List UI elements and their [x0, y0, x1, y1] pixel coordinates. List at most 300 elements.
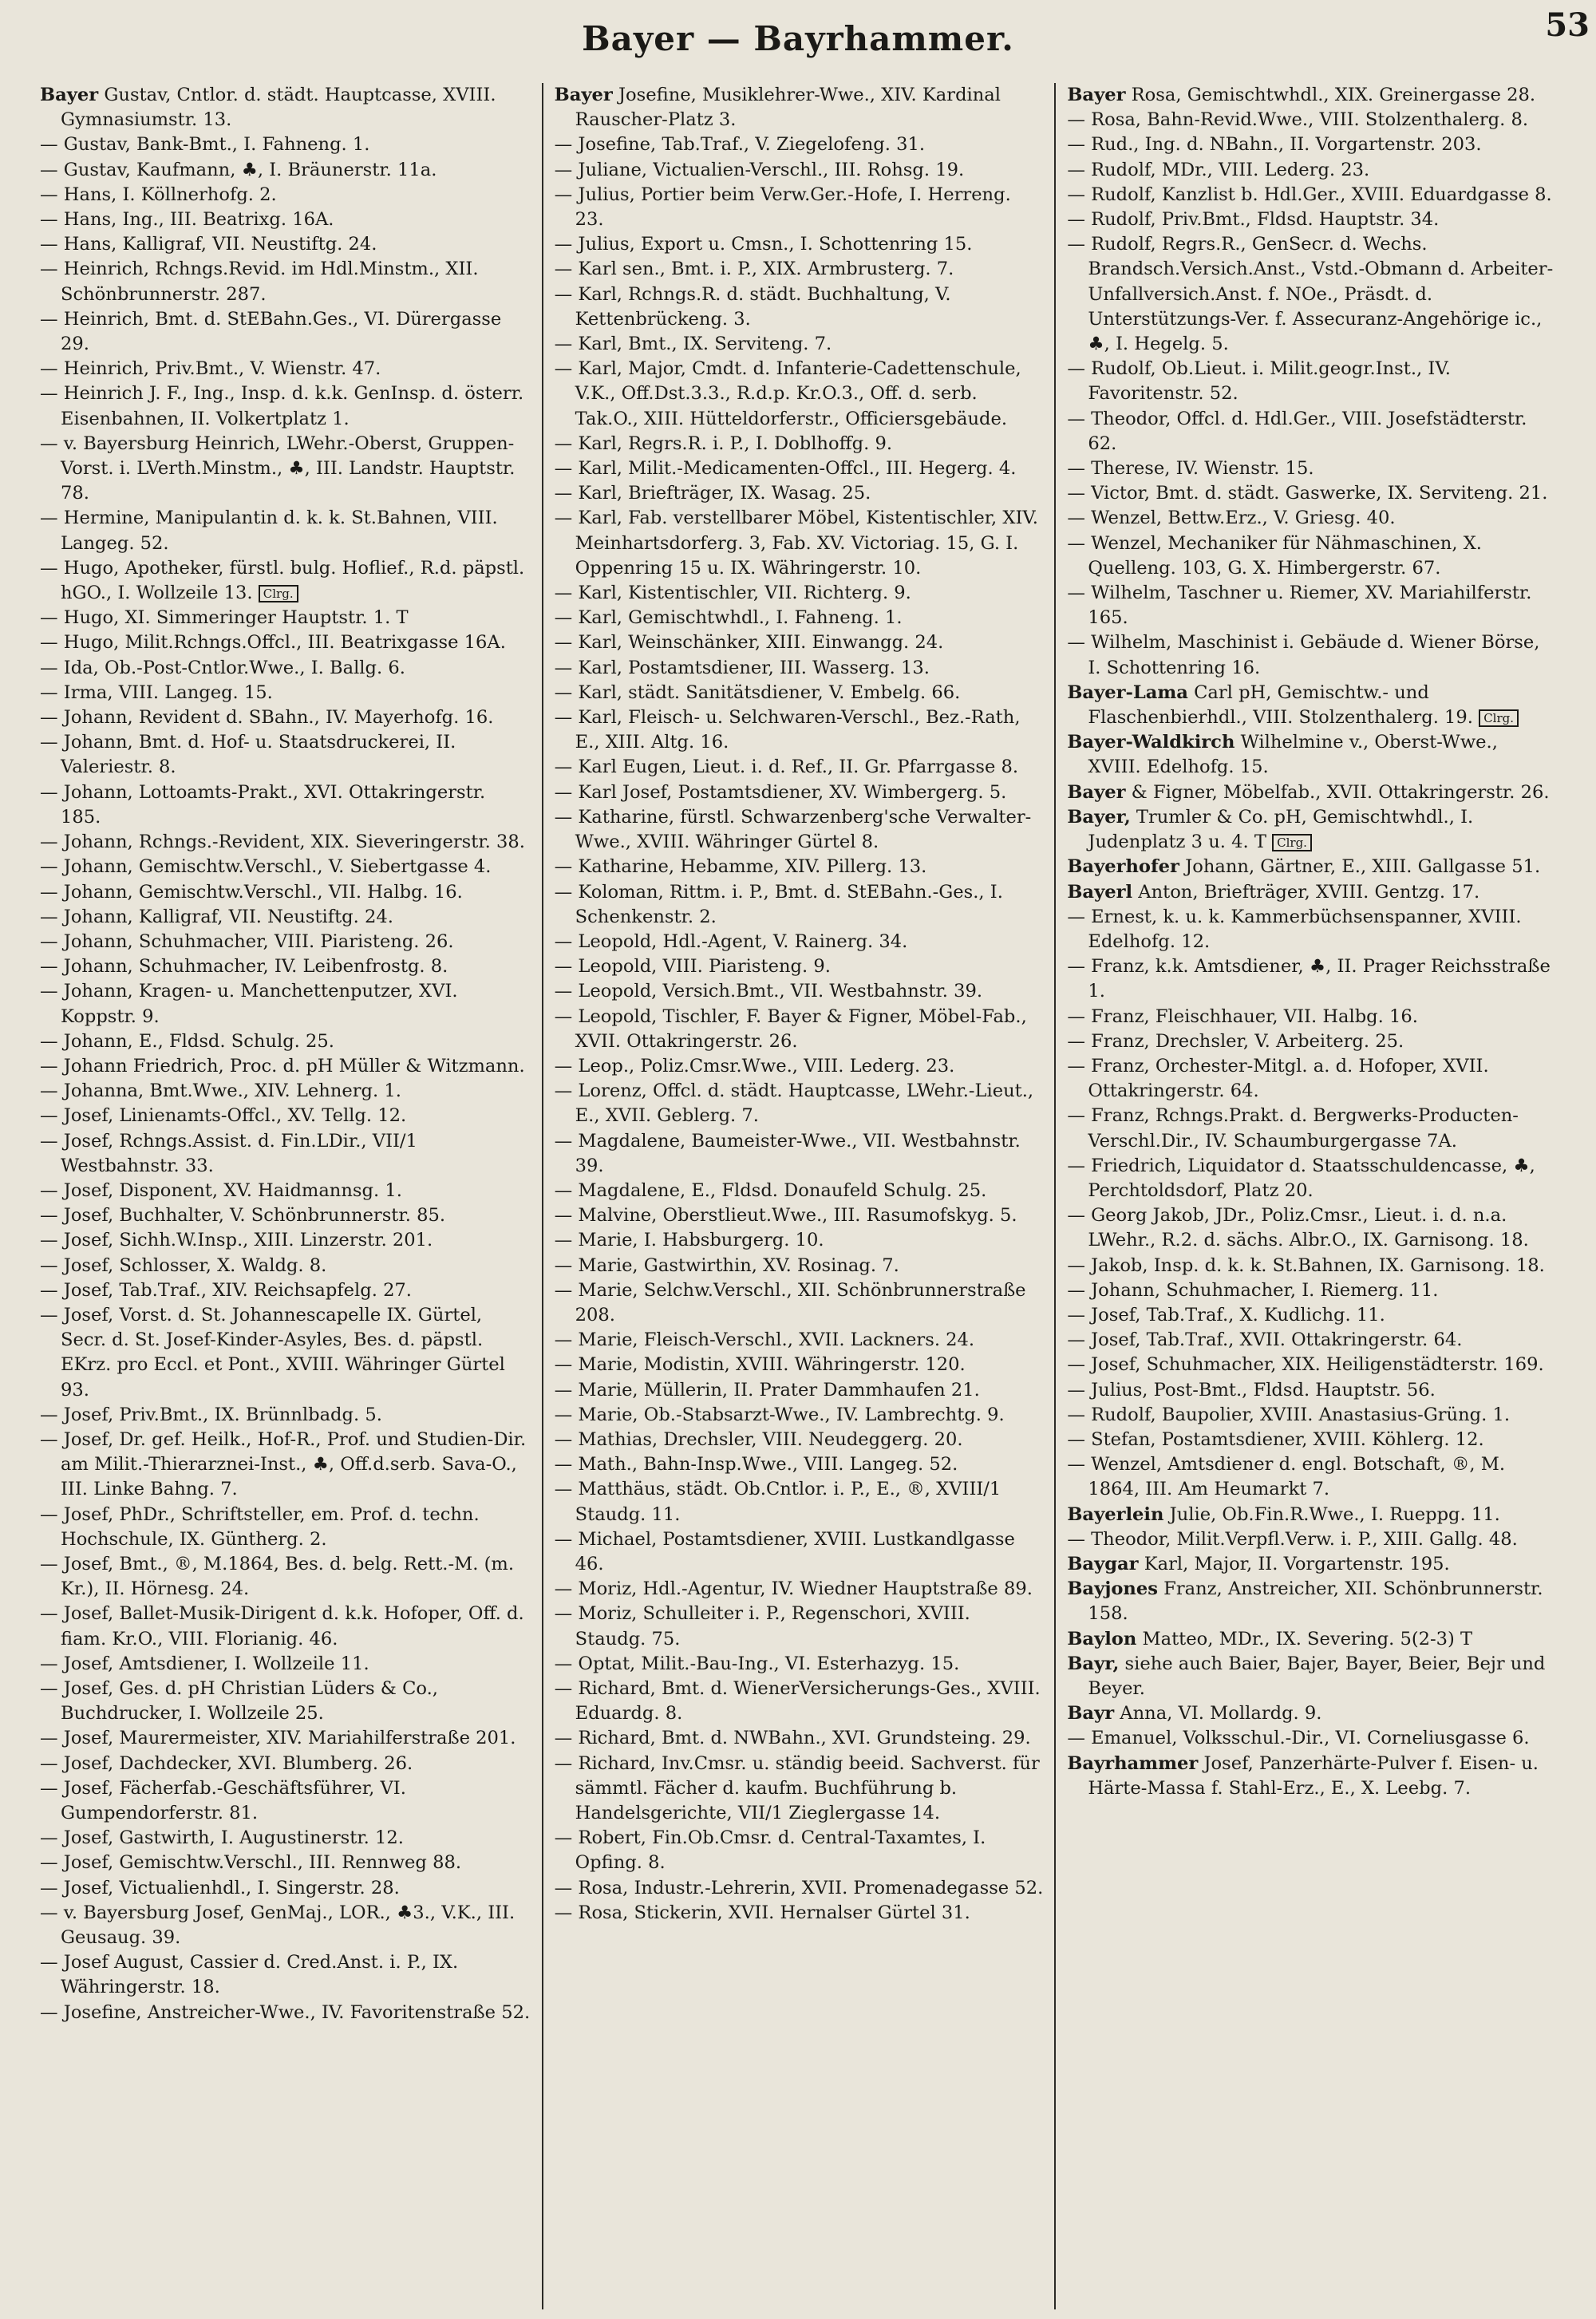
directory-entry	[1067, 1403, 1556, 1428]
directory-entry	[555, 158, 1044, 183]
directory-entry	[40, 158, 531, 183]
entry-text: — Johann, Schuhmacher, VIII. Piaristeng. 26.	[40, 930, 454, 952]
directory-entry	[1067, 1701, 1556, 1726]
directory-entry	[1067, 1527, 1556, 1552]
entry-text: — Richard, Bmt. d. NWBahn., XVI. Grundsteing. 29.	[554, 1728, 1031, 1749]
directory-entry	[40, 1503, 531, 1552]
entry-text: — Josef, Bmt., ®, M.1864, Bes. d. belg. Rett.-M. (m. Kr.), II. Hörnesg. 24.	[40, 1553, 515, 1600]
directory-entry	[555, 1901, 1044, 1926]
entry-text: — Karl, Fleisch- u. Selchwaren-Verschl., Bez.-Rath, E., XIII. Altg. 16.	[554, 707, 1021, 753]
entry-text: — Karl, städt. Sanitätsdiener, V. Embelg. 66.	[554, 681, 961, 703]
directory-entry	[1067, 1577, 1556, 1626]
entry-text: — Josef, PhDr., Schriftsteller, em. Prof. d. techn. Hochschule, IX. Güntherg. 2.	[40, 1503, 480, 1550]
directory-entry	[40, 132, 531, 157]
entry-text: — Richard, Bmt. d. WienerVersicherungs-Ges., XVIII. Eduardg. 8.	[554, 1678, 1041, 1724]
entry-text: — Josef, Ges. d. pH Christian Lüders & Co., Buchdrucker, I. Wollzeile 25.	[40, 1678, 438, 1724]
entry-text: — Leopold, VIII. Piaristeng. 9.	[554, 956, 831, 978]
entry-text: — Juliane, Victualien-Verschl., III. Rohsg. 19.	[554, 159, 965, 180]
directory-entry	[555, 1726, 1044, 1751]
surname-heading: Bayrhammer	[1067, 1752, 1199, 1774]
clearing-badge: Clrg.	[1479, 709, 1519, 727]
directory-entry	[40, 183, 531, 207]
directory-entry	[40, 979, 531, 1029]
directory-entry	[555, 357, 1044, 432]
entry-text: — Josef August, Cassier d. Cred.Anst. i. P., IX. Währingerstr. 18.	[40, 1952, 459, 1998]
directory-entry	[555, 705, 1044, 755]
entry-text: — Heinrich J. F., Ing., Insp. d. k.k. GenInsp. d. österr. Eisenbahnen, II. Volkertplatz 1.	[40, 383, 524, 429]
directory-entry	[40, 83, 531, 132]
entry-text: — Matthäus, städt. Ob.Cntlor. i. P., E., ®, XVIII/1 Staudg. 11.	[554, 1479, 1001, 1525]
directory-entry	[555, 432, 1044, 456]
directory-entry	[40, 905, 531, 930]
entry-text: — Karl sen., Bmt. i. P., XIX. Armbrusterg. 7.	[554, 259, 954, 280]
entry-text: — Magdalene, E., Fldsd. Donaufeld Schulg. 25.	[554, 1179, 987, 1201]
directory-entry	[1067, 83, 1556, 108]
directory-entry	[555, 1203, 1044, 1228]
entry-text: — Josef, Disponent, XV. Haidmannsg. 1.	[40, 1179, 402, 1201]
entry-text: — Josef, Tab.Traf., X. Kudlichg. 11.	[1067, 1304, 1385, 1325]
entry-text: — Karl, Milit.-Medicamenten-Offcl., III. Hegerg. 4.	[554, 458, 1017, 480]
directory-entry	[40, 630, 531, 655]
entry-text: — Josef, Rchngs.Assist. d. Fin.LDir., VII/1 Westbahnstr. 33.	[40, 1130, 417, 1176]
entry-text: — Josef, Ballet-Musik-Dirigent d. k.k. Hofoper, Off. d. fiam. Kr.O., VIII. Florianig. 46.	[40, 1603, 524, 1649]
entry-text: — Karl, Regrs.R. i. P., I. Doblhoffg. 9.	[554, 433, 893, 454]
entry-text: — Josefine, Tab.Traf., V. Ziegelofeng. 31.	[554, 134, 926, 156]
directory-entry	[1067, 630, 1556, 680]
column-1	[29, 83, 542, 2309]
entry-text: — Josef, Tab.Traf., XVII. Ottakringerstr. 64.	[1067, 1329, 1463, 1351]
entry-text: — Josef, Victualienhdl., I. Singerstr. 28.	[40, 1877, 400, 1898]
entry-text: — Johann, Schuhmacher, IV. Leibenfrostg. 8.	[40, 956, 448, 978]
entry-text: — Mathias, Drechsler, VIII. Neudeggerg. 20.	[554, 1428, 963, 1450]
entry-text: — Georg Jakob, JDr., Poliz.Cmsr., Lieut. i. d. n.a. LWehr., R.2. d. sächs. Albr.O., IX. Garnisong. 18.	[1067, 1205, 1529, 1251]
entry-text: — Friedrich, Liquidator d. Staatsschuldencasse, ♣, Perchtoldsdorf, Platz 20.	[1067, 1155, 1535, 1201]
directory-entry	[40, 1303, 531, 1403]
entry-text: — Hugo, Milit.Rchngs.Offcl., III. Beatrixgasse 16A.	[40, 632, 506, 654]
entry-text: — Leopold, Versich.Bmt., VII. Westbahnstr. 39.	[554, 981, 983, 1002]
directory-entry	[40, 1278, 531, 1303]
directory-entry	[555, 506, 1044, 581]
directory-entry	[555, 1254, 1044, 1278]
entry-text: — Robert, Fin.Ob.Cmsr. d. Central-Taxamtes, I. Opfing. 8.	[554, 1827, 986, 1874]
surname-heading: Bayer	[1067, 85, 1126, 105]
directory-entry	[40, 1104, 531, 1128]
directory-entry	[1067, 1104, 1556, 1153]
directory-entry	[555, 232, 1044, 257]
directory-entry	[40, 830, 531, 855]
directory-entry	[555, 805, 1044, 855]
entry-text: — Optat, Milit.-Bau-Ing., VI. Esterhazyg. 15.	[554, 1653, 960, 1674]
entry-text: — Katharine, fürstl. Schwarzenberg'sche Verwalter-Wwe., XVIII. Währinger Gürtel 8.	[554, 806, 1032, 853]
directory-entry	[40, 730, 531, 780]
entry-text: — Ernest, k. u. k. Kammerbüchsenspanner, XVIII. Edelhofg. 12.	[1067, 906, 1522, 952]
entry-text: Trumler & Co. pH, Gemischtwhdl., I. Judenplatz 3 u. 4. T	[1088, 806, 1474, 853]
directory-entry	[40, 307, 531, 357]
directory-entry	[40, 780, 531, 830]
directory-entry	[555, 1179, 1044, 1203]
entry-text: — Theodor, Offcl. d. Hdl.Ger., VIII. Josefstädterstr. 62.	[1067, 408, 1527, 454]
directory-entry	[1067, 1428, 1556, 1452]
entry-text: — Leopold, Tischler, F. Bayer & Figner, Möbel-Fab., XVII. Ottakringerstr. 26.	[554, 1005, 1027, 1052]
directory-entry	[1067, 954, 1556, 1004]
directory-entry	[555, 1353, 1044, 1377]
directory-entry	[555, 132, 1044, 157]
entry-text: — Johann, Kalligraf, VII. Neustiftg. 24.	[40, 906, 393, 927]
directory-entry	[40, 681, 531, 705]
entry-text: — Michael, Postamtsdiener, XVIII. Lustkandlgasse 46.	[554, 1528, 1015, 1574]
entry-text: — Therese, IV. Wienstr. 15.	[1067, 458, 1314, 480]
entry-text: — Theodor, Milit.Verpfl.Verw. i. P., XIII. Gallg. 48.	[1067, 1528, 1518, 1550]
directory-entry	[555, 1677, 1044, 1726]
directory-entry	[555, 880, 1044, 930]
entry-text: — Karl, Weinschänker, XIII. Einwangg. 24.	[554, 632, 944, 654]
entry-text: — Johann, Rchngs.-Revident, XIX. Sieveringerstr. 38.	[40, 832, 525, 853]
entry-text: Johann, Gärtner, E., XIII. Gallgasse 51.	[1185, 856, 1541, 878]
surname-heading: Bayer-Lama	[1067, 681, 1188, 703]
directory-entry	[1067, 1154, 1556, 1203]
directory-entry	[555, 954, 1044, 979]
directory-entry	[1067, 1303, 1556, 1328]
entry-text: — Heinrich, Rchngs.Revid. im Hdl.Minstm., XII. Schönbrunnerstr. 287.	[40, 259, 479, 305]
entry-text: — Jakob, Insp. d. k. k. St.Bahnen, IX. Garnisong. 18.	[1067, 1254, 1545, 1276]
directory-entry	[555, 1752, 1044, 1827]
directory-entry	[40, 1602, 531, 1651]
surname-heading: Baygar	[1067, 1553, 1139, 1574]
entry-text: — Josef, Linienamts-Offcl., XV. Tellg. 12.	[40, 1105, 407, 1127]
entry-text: — Marie, I. Habsburgerg. 10.	[554, 1230, 824, 1251]
directory-entry	[40, 1203, 531, 1228]
entry-text: — Josef, Dachdecker, XVI. Blumberg. 26.	[40, 1752, 413, 1774]
directory-entry	[555, 780, 1044, 805]
directory-entry	[40, 1677, 531, 1726]
directory-entry	[1067, 1503, 1556, 1527]
entry-text: — Wenzel, Mechaniker für Nähmaschinen, X. Quelleng. 103, G. X. Himbergerstr. 67.	[1067, 532, 1482, 579]
directory-entry	[1067, 681, 1556, 730]
entry-text: & Figner, Möbelfab., XVII. Ottakringerstr. 26.	[1131, 781, 1550, 803]
directory-entry	[1067, 1203, 1556, 1253]
entry-text: — Koloman, Rittm. i. P., Bmt. d. StEBahn.-Ges., I. Schenkenstr. 2.	[554, 881, 1003, 927]
entry-text: — Franz, Rchngs.Prakt. d. Bergwerks-Producten-Verschl.Dir., IV. Schaumburgergasse 7A.	[1067, 1105, 1519, 1152]
entry-text: — Josef, Amtsdiener, I. Wollzeile 11.	[40, 1653, 369, 1674]
entry-text: Franz, Anstreicher, XII. Schönbrunnerstr. 158.	[1088, 1578, 1543, 1625]
clearing-badge: Clrg.	[1272, 834, 1312, 851]
entry-text: — Karl, Briefträger, IX. Wasag. 25.	[554, 483, 871, 504]
directory-entry	[40, 1129, 531, 1179]
column-3	[1054, 83, 1567, 2309]
entry-text: — Katharine, Hebamme, XIV. Pillerg. 13.	[554, 856, 927, 878]
entry-text: — Josef, Buchhalter, V. Schönbrunnerstr. 85.	[40, 1205, 446, 1227]
entry-text: — Hans, Kalligraf, VII. Neustiftg. 24.	[40, 234, 377, 255]
directory-entry	[555, 1452, 1044, 1477]
entry-text: — Marie, Gastwirthin, XV. Rosinag. 7.	[554, 1254, 899, 1276]
entry-text: — Johann, Gemischtw.Verschl., VII. Halbg. 16.	[40, 881, 463, 903]
entry-text: — Math., Bahn-Insp.Wwe., VIII. Langeg. 52.	[554, 1454, 958, 1476]
directory-entry	[555, 1079, 1044, 1128]
entry-text: — Franz, Fleischhauer, VII. Halbg. 16.	[1067, 1005, 1418, 1027]
directory-entry	[1067, 1054, 1556, 1104]
directory-entry	[555, 1378, 1044, 1403]
entry-text: — Josef, Vorst. d. St. Johannescapelle IX. Gürtel, Secr. d. St. Josef-Kinder-Asyles, Bes. d. päpstl. EKrz. pro Eccl. et Pont., XVIII. Währinger Gürtel 93.	[40, 1304, 505, 1400]
directory-entry	[40, 207, 531, 232]
entry-text: Gustav, Cntlor. d. städt. Hauptcasse, XVIII. Gymnasiumstr. 13.	[61, 85, 496, 131]
page-header	[32, 14, 1564, 62]
entry-text: — Josef, Priv.Bmt., IX. Brünnlbadg. 5.	[40, 1404, 382, 1425]
entry-text: — Marie, Modistin, XVIII. Währingerstr. 120.	[554, 1354, 966, 1376]
entry-text: — Heinrich, Priv.Bmt., V. Wienstr. 47.	[40, 358, 381, 380]
entry-text: Josefine, Musiklehrer-Wwe., XIV. Kardinal Rauscher-Platz 3.	[575, 85, 1001, 131]
directory-entry	[40, 1851, 531, 1875]
surname-heading: Bayer-Waldkirch	[1067, 732, 1235, 753]
directory-entry	[555, 257, 1044, 282]
entry-text: — Wenzel, Amtsdiener d. engl. Botschaft, ®, M. 1864, III. Am Heumarkt 7.	[1067, 1454, 1506, 1500]
directory-entry	[40, 556, 531, 606]
entry-text: — Josefine, Anstreicher-Wwe., IV. Favoritenstraße 52.	[40, 2001, 531, 2023]
entry-text: — Hugo, Apotheker, fürstl. bulg. Hoflief., R.d. päpstl. hGO., I. Wollzeile 13.	[40, 557, 525, 604]
directory-entry	[1067, 1552, 1556, 1577]
directory-entry	[40, 1403, 531, 1428]
entry-text: — Johann, E., Fldsd. Schulg. 25.	[40, 1030, 334, 1052]
entry-text: — Josef, Fächerfab.-Geschäftsführer, VI. Gumpendorferstr. 81.	[40, 1777, 406, 1824]
directory-entry	[555, 681, 1044, 705]
entry-text: Julie, Ob.Fin.R.Wwe., I. Rueppg. 11.	[1169, 1503, 1500, 1525]
running-head: Bayer — Bayrhammer.	[582, 18, 1014, 58]
entry-text: — Johann, Schuhmacher, I. Riemerg. 11.	[1067, 1279, 1439, 1301]
directory-entry	[40, 656, 531, 681]
entry-text: — Rudolf, Priv.Bmt., Fldsd. Hauptstr. 34.	[1067, 209, 1440, 231]
surname-heading: Bayerl	[1067, 881, 1133, 903]
entry-text: — Josef, Gemischtw.Verschl., III. Rennweg 88.	[40, 1852, 462, 1874]
directory-entry	[40, 1254, 531, 1278]
directory-entry	[40, 1652, 531, 1677]
entry-text: — Julius, Portier beim Verw.Ger.-Hofe, I. Herreng. 23.	[554, 184, 1011, 231]
directory-entry	[555, 183, 1044, 232]
directory-entry	[555, 1278, 1044, 1328]
directory-entry	[555, 855, 1044, 879]
directory-entry	[1067, 905, 1556, 954]
directory-entry	[555, 282, 1044, 332]
directory-entry	[1067, 1278, 1556, 1303]
entry-text: — Hans, I. Köllnerhofg. 2.	[40, 184, 277, 205]
entry-text: — Johann, Bmt. d. Hof- u. Staatsdruckerei, II. Valeriestr. 8.	[40, 732, 456, 778]
directory-entry	[555, 1527, 1044, 1577]
entry-text: — Rosa, Bahn-Revid.Wwe., VIII. Stolzenthalerg. 8.	[1067, 109, 1529, 131]
entry-text: — Josef, Maurermeister, XIV. Mariahilferstraße 201.	[40, 1728, 516, 1749]
entry-text: Karl, Major, II. Vorgartenstr. 195.	[1144, 1553, 1450, 1574]
entry-text: — Wenzel, Bettw.Erz., V. Griesg. 40.	[1067, 508, 1396, 529]
directory-entry	[555, 1054, 1044, 1079]
entry-text: — Karl, Postamtsdiener, III. Wasserg. 13.	[554, 657, 930, 678]
entry-text: — Karl, Rchngs.R. d. städt. Buchhaltung, V. Kettenbrückeng. 3.	[554, 283, 951, 330]
directory-entry	[555, 1602, 1044, 1651]
directory-entry	[555, 456, 1044, 481]
directory-entry	[1067, 132, 1556, 157]
entry-text: — Irma, VIII. Langeg. 15.	[40, 681, 273, 703]
entry-text: — v. Bayersburg Heinrich, LWehr.-Oberst, Gruppen-Vorst. i. LVerth.Minstm., ♣, III. Landstr. Hauptstr. 78.	[40, 433, 516, 504]
directory-entry	[1067, 855, 1556, 879]
entry-text: siehe auch Baier, Bajer, Bayer, Beier, Bejr und Beyer.	[1088, 1653, 1546, 1699]
entry-text: — Rudolf, MDr., VIII. Lederg. 23.	[1067, 159, 1370, 180]
entry-text: — Lorenz, Offcl. d. städt. Hauptcasse, LWehr.-Lieut., E., XVII. Geblerg. 7.	[554, 1080, 1034, 1127]
entry-text: — Josef, Sichh.W.Insp., XIII. Linzerstr. 201.	[40, 1230, 433, 1251]
entry-text: — Rudolf, Baupolier, XVIII. Anastasius-Grüng. 1.	[1067, 1404, 1511, 1425]
directory-entry	[1067, 1005, 1556, 1029]
surname-heading: Baylon	[1067, 1628, 1137, 1649]
directory-entry	[1067, 1627, 1556, 1652]
directory-entry	[1067, 1452, 1556, 1502]
entry-text: — Karl Josef, Postamtsdiener, XV. Wimbergerg. 5.	[554, 781, 1007, 803]
entry-text: — Rosa, Industr.-Lehrerin, XVII. Promenadegasse 52.	[554, 1877, 1044, 1898]
directory-entry	[40, 432, 531, 507]
entry-text: — Josef, Dr. gef. Heilk., Hof-R., Prof. und Studien-Dir. am Milit.-Thierarznei-Inst., ♣, Off.d.serb. Sava-O., III. Linke Bahng. 7.	[40, 1428, 527, 1500]
directory-entry	[40, 1228, 531, 1253]
directory-entry	[40, 381, 531, 431]
entry-text: — Karl, Major, Cmdt. d. Infanterie-Cadettenschule, V.K., Off.Dst.3.3., R.d.p. Kr.O.3., Off. d. serb. Tak.O., XIII. Hütteldorferstr., Officiersgebäude.	[554, 358, 1021, 429]
entry-text: — Karl, Fab. verstellbarer Möbel, Kistentischler, XIV. Meinhartsdorferg. 3, Fab. XV. Victoriag. 15, G. I. Oppenring 15 u. IX. Währingerstr. 10.	[554, 508, 1038, 579]
entry-text: — Johann, Gemischtw.Verschl., V. Siebertgasse 4.	[40, 856, 492, 878]
directory-entry	[40, 855, 531, 879]
surname-heading: Bayr	[1067, 1703, 1115, 1724]
directory-entry	[1067, 880, 1556, 905]
entry-text: — Richard, Inv.Cmsr. u. ständig beeid. Sachverst. für sämmtl. Fächer d. kaufm. Buchführung b. Handelsgerichte, VII/1 Zieglergasse 14.	[554, 1752, 1040, 1824]
directory-entry	[40, 1054, 531, 1079]
directory-entry	[1067, 1752, 1556, 1801]
directory-entry	[555, 1876, 1044, 1901]
entry-text: — Johann Friedrich, Proc. d. pH Müller & Witzmann.	[40, 1055, 525, 1077]
entry-text: — v. Bayersburg Josef, GenMaj., LOR., ♣3., V.K., III. Geusaug. 39.	[40, 1902, 516, 1949]
directory-entry	[555, 755, 1044, 780]
directory-entry	[40, 1826, 531, 1851]
directory-entry	[40, 257, 531, 306]
directory-entry	[40, 880, 531, 905]
entry-text: — Marie, Selchw.Verschl., XII. Schönbrunnerstraße 208.	[554, 1279, 1026, 1325]
directory-entry	[1067, 456, 1556, 481]
entry-text: — Franz, Orchester-Mitgl. a. d. Hofoper, XVII. Ottakringerstr. 64.	[1067, 1055, 1489, 1102]
entry-text: — Rud., Ing. d. NBahn., II. Vorgartenstr. 203.	[1067, 134, 1482, 156]
entry-text: — Stefan, Postamtsdiener, XVIII. Köhlerg. 12.	[1067, 1428, 1484, 1450]
entry-text: — Josef, Schuhmacher, XIX. Heiligenstädterstr. 169.	[1067, 1354, 1544, 1376]
directory-entry	[40, 954, 531, 979]
directory-entry	[555, 930, 1044, 954]
directory-entry	[1067, 805, 1556, 855]
directory-entry	[555, 979, 1044, 1004]
directory-entry	[1067, 108, 1556, 132]
directory-entry	[555, 606, 1044, 630]
entry-text: Josef, Panzerhärte-Pulver f. Eisen- u. Härte-Massa f. Stahl-Erz., E., X. Leebg. 7.	[1088, 1752, 1539, 1799]
directory-entry	[40, 1752, 531, 1776]
surname-heading: Bayerlein	[1067, 1503, 1164, 1525]
directory-entry	[40, 1726, 531, 1751]
entry-text: — Hugo, XI. Simmeringer Hauptstr. 1. T	[40, 607, 409, 629]
surname-heading: Bayer	[40, 85, 99, 105]
entry-text: — Josef, Gastwirth, I. Augustinerstr. 12.	[40, 1827, 404, 1849]
entry-text: — Rudolf, Regrs.R., GenSecr. d. Wechs. Brandsch.Versich.Anst., Vstd.-Obmann d. Arbeiter-Unfallversich.Anst. f. NOe., Präsdt. d. Unterstützungs-Ver. f. Assecuranz-Angehörige ic., ♣, I. Hegelg. 5.	[1067, 234, 1554, 355]
directory-entry	[40, 1950, 531, 2000]
directory-entry	[555, 481, 1044, 506]
directory-entry	[40, 1029, 531, 1054]
directory-entry	[40, 1552, 531, 1602]
directory-entry	[555, 1826, 1044, 1875]
entry-text: — Johann, Revident d. SBahn., IV. Mayerhofg. 16.	[40, 707, 494, 729]
entry-text: — Johanna, Bmt.Wwe., XIV. Lehnerg. 1.	[40, 1080, 401, 1102]
entry-text: Anna, VI. Mollardg. 9.	[1120, 1703, 1322, 1724]
directory-entry	[1067, 1378, 1556, 1403]
directory-entry	[40, 1876, 531, 1901]
entry-text: Matteo, MDr., IX. Severing. 5(2-3) T	[1142, 1628, 1473, 1649]
entry-text: — Moriz, Schulleiter i. P., Regenschori, XVIII. Staudg. 75.	[554, 1603, 970, 1649]
entry-text: — Magdalene, Baumeister-Wwe., VII. Westbahnstr. 39.	[554, 1130, 1021, 1176]
surname-heading: Bayr,	[1067, 1653, 1120, 1674]
entry-text: — Rosa, Stickerin, XVII. Hernalser Gürtel 31.	[554, 1902, 970, 1923]
directory-entry	[1067, 1029, 1556, 1054]
directory-entry	[555, 581, 1044, 606]
directory-entry	[40, 705, 531, 730]
directory-entry	[1067, 357, 1556, 406]
directory-entry	[40, 2001, 531, 2025]
entry-text: — Victor, Bmt. d. städt. Gaswerke, IX. Serviteng. 21.	[1067, 483, 1548, 504]
directory-entry	[555, 1428, 1044, 1452]
directory-entry	[1067, 1353, 1556, 1377]
directory-entry	[1067, 531, 1556, 581]
directory-entry	[1067, 730, 1556, 780]
entry-text: — Karl, Gemischtwhdl., I. Fahneng. 1.	[554, 607, 903, 629]
directory-entry	[555, 1328, 1044, 1353]
entry-text: — Franz, Drechsler, V. Arbeiterg. 25.	[1067, 1030, 1404, 1052]
entry-text: — Julius, Export u. Cmsn., I. Schottenring 15.	[554, 234, 973, 255]
entry-text: — Malvine, Oberstlieut.Wwe., III. Rasumofskyg. 5.	[554, 1205, 1017, 1227]
directory-entry	[1067, 232, 1556, 357]
directory-entry	[555, 630, 1044, 655]
directory-entry	[555, 1477, 1044, 1527]
entry-text: — Johann, Kragen- u. Manchettenputzer, XVI. Koppstr. 9.	[40, 981, 458, 1027]
directory-entry	[40, 1179, 531, 1203]
entry-text: Wilhelmine v., Oberst-Wwe., XVIII. Edelhofg. 15.	[1088, 732, 1498, 778]
directory-entry	[1067, 1726, 1556, 1751]
directory-entry	[1067, 407, 1556, 456]
directory-entry	[1067, 1254, 1556, 1278]
entry-text: Anton, Briefträger, XVIII. Gentzg. 17.	[1138, 881, 1480, 903]
entry-text: — Gustav, Kaufmann, ♣, I. Bräunerstr. 11a.	[40, 159, 437, 180]
directory-entry	[555, 1577, 1044, 1602]
entry-text: — Ida, Ob.-Post-Cntlor.Wwe., I. Ballg. 6.	[40, 657, 405, 678]
directory-entry	[555, 1228, 1044, 1253]
entry-text: — Josef, Tab.Traf., XIV. Reichsapfelg. 27.	[40, 1279, 412, 1301]
directory-entry	[40, 232, 531, 257]
entry-columns	[29, 83, 1567, 2309]
directory-entry	[555, 1403, 1044, 1428]
directory-entry	[1067, 581, 1556, 630]
entry-text: — Hermine, Manipulantin d. k. k. St.Bahnen, VIII. Langeg. 52.	[40, 508, 498, 554]
entry-text: — Rudolf, Kanzlist b. Hdl.Ger., XVIII. Eduardgasse 8.	[1067, 184, 1552, 205]
entry-text: — Marie, Fleisch-Verschl., XVII. Lackners. 24.	[554, 1329, 975, 1351]
directory-entry	[555, 1129, 1044, 1179]
surname-heading: Bayjones	[1067, 1578, 1158, 1600]
clearing-badge: Clrg.	[259, 585, 298, 602]
page-number: 53	[1545, 6, 1590, 44]
directory-entry	[555, 83, 1044, 132]
entry-text: — Franz, k.k. Amtsdiener, ♣, II. Prager Reichsstraße 1.	[1067, 956, 1551, 1002]
entry-text: — Karl, Bmt., IX. Serviteng. 7.	[554, 334, 832, 355]
directory-entry	[555, 1652, 1044, 1677]
directory-entry	[555, 332, 1044, 357]
directory-entry	[555, 656, 1044, 681]
entry-text: — Gustav, Bank-Bmt., I. Fahneng. 1.	[40, 134, 370, 156]
directory-entry	[40, 1079, 531, 1104]
entry-text: — Karl, Kistentischler, VII. Richterg. 9.	[554, 583, 911, 604]
directory-entry	[40, 1776, 531, 1826]
entry-text: — Emanuel, Volksschul.-Dir., VI. Corneliusgasse 6.	[1067, 1728, 1530, 1749]
entry-text: — Wilhelm, Taschner u. Riemer, XV. Mariahilferstr. 165.	[1067, 583, 1532, 629]
directory-entry	[1067, 207, 1556, 232]
